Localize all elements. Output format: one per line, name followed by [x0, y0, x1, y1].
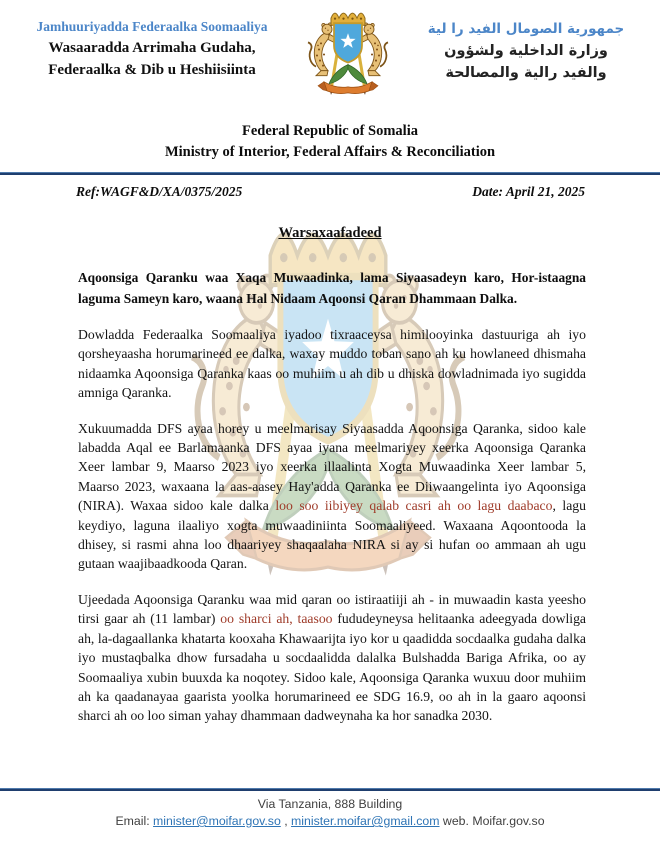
letter-date: Date: April 21, 2025	[472, 184, 585, 199]
ministry-title: Ministry of Interior, Federal Affairs & Reconciliation	[164, 144, 496, 160]
paragraph-1-text: Dowladda Federaalka Soomaaliya iyadoo tixraaceysa himilooyinka dastuuriga ah iyo qorsheyaasha horumarineed ee dalka, waxay muddo toban sano ah ku howlaneed dhismaha nidaamka Aqoonsiga Qaranka kaas oo muhiim u ah dib u dhiska dowladnimada iyo sugidda amniga Qaranka.	[78, 327, 586, 401]
email-separator: ,	[280, 814, 292, 828]
somali-ministry-line2: Federaalka & Dib u Heshiisiinta	[48, 62, 256, 78]
arabic-republic-title: جمهورية الصومال الفيد را لية	[427, 21, 625, 37]
english-title-block	[0, 121, 660, 163]
paragraph-2-text: Xukuumadda DFS ayaa horey u meelmarisay Siyaasadda Aqoonsiga Qaranka, sidoo kale labadda Aqal ee Barlamaanka DFS ayaa iyana meelmariyey xeerka Aqoonsiga Qaranka Xeer lambar 9, Maarso 2023 iyo xeerka illaalinta Xogta Muwaadinka Xeer lambar 5, Maarso 2023, waxaana la aas-aasey Hay'adda Qaranka ee Diiwaangelinta iyo Aqoonsiga (NIRA). Waxaa sidoo kale dalka	[78, 420, 586, 514]
paragraph-2	[78, 419, 586, 574]
email-label: Email:	[115, 814, 154, 828]
reference-date-row	[0, 175, 660, 200]
somalia-coat-of-arms-icon	[298, 6, 398, 102]
letterhead-arabic	[400, 6, 652, 84]
paragraph-1	[78, 325, 586, 403]
country-title: Federal Republic of Somalia	[241, 123, 418, 139]
intro-statement: Aqoonsiga Qaranku waa Xaqa Muwaadinka, lama Siyaasadeyn karo, Hor-istaagna laguma Sameyn karo, waana Hal Nidaam Aqoonsi Qaran Dhammaan Dalka.	[78, 270, 586, 306]
letterhead-somali	[8, 6, 296, 81]
somali-ministry-line1: Wasaaradda Arrimaha Gudaha,	[48, 40, 256, 56]
paragraph-3-text: Ujeedada Aqoonsiga Qaranku waa mid qaran oo istiraatiiji ah - in muwaadin kasta yeesho tirsi gaar ah (11 lambar)	[78, 591, 586, 627]
paragraph-2-text-end: , lagu keydiyo, laguna ilaaliyo xogta muwaadiniinta Soomaaliyeed. Waxaana Aqoontooda la dhisey, si rasmi ahna loo dhaariyey shaqaalaha NIRA si ay si hufan oo ammaan ah ugu gutaan waajibaadkooda Qaran.	[78, 498, 586, 572]
paragraph-2-highlight: loo soo iibiyey qalab casri ah oo lagu daabaco	[275, 498, 553, 514]
reference-number: Ref:WAGF&D/XA/0375/2025	[76, 184, 243, 199]
somali-republic-title: Jamhuuriyadda Federaalka Soomaaliya	[36, 19, 268, 34]
footer-website: web. Moifar.gov.so	[439, 814, 545, 828]
email-link-moifar[interactable]: minister@moifar.gov.so	[153, 814, 281, 828]
paragraph-3	[78, 590, 586, 726]
coat-of-arms-emblem	[296, 6, 400, 107]
footer-contact-line	[0, 813, 660, 830]
document-title: Warsaxaafadeed	[278, 225, 382, 241]
letter-body	[0, 267, 660, 726]
paragraph-3-text-end: fududeyneysa helitaanka adeegyada dowliga ah, la-dagaallanka khatarta kooxaha Khawaarijta iyo kor u qaadidda socdaalka gudaha dalka iyo mustaqbalka dhow fursadaha u socdaalidda dalalka Bulshadda Bariga Afrika, oo ay Soomaaliya xubin buuxda ka noqotey. Sidoo kale, Aqoonsiga Qaranka wuxuu door muhiim ah ka qaadanayaa gaarista yoolka horumarineed ee SDG 16.9, oo ah in la gaaro aqoonsi sharci ah oo loo siman yahay dhammaan dadweynaha ka hor sanadka 2030.	[78, 611, 587, 724]
footer-address: Via Tanzania, 888 Building	[257, 797, 403, 811]
letter-footer	[0, 788, 660, 830]
arabic-ministry-line2: والفيد رالية والمصالحة	[445, 65, 607, 81]
paragraph-3-highlight: oo sharci ah, taasoo	[220, 611, 333, 627]
letterhead	[0, 0, 660, 107]
arabic-ministry-line1: وزارة الداخلية ولشؤون	[444, 43, 608, 59]
email-link-gmail[interactable]: minister.moifar@gmail.com	[291, 814, 440, 828]
